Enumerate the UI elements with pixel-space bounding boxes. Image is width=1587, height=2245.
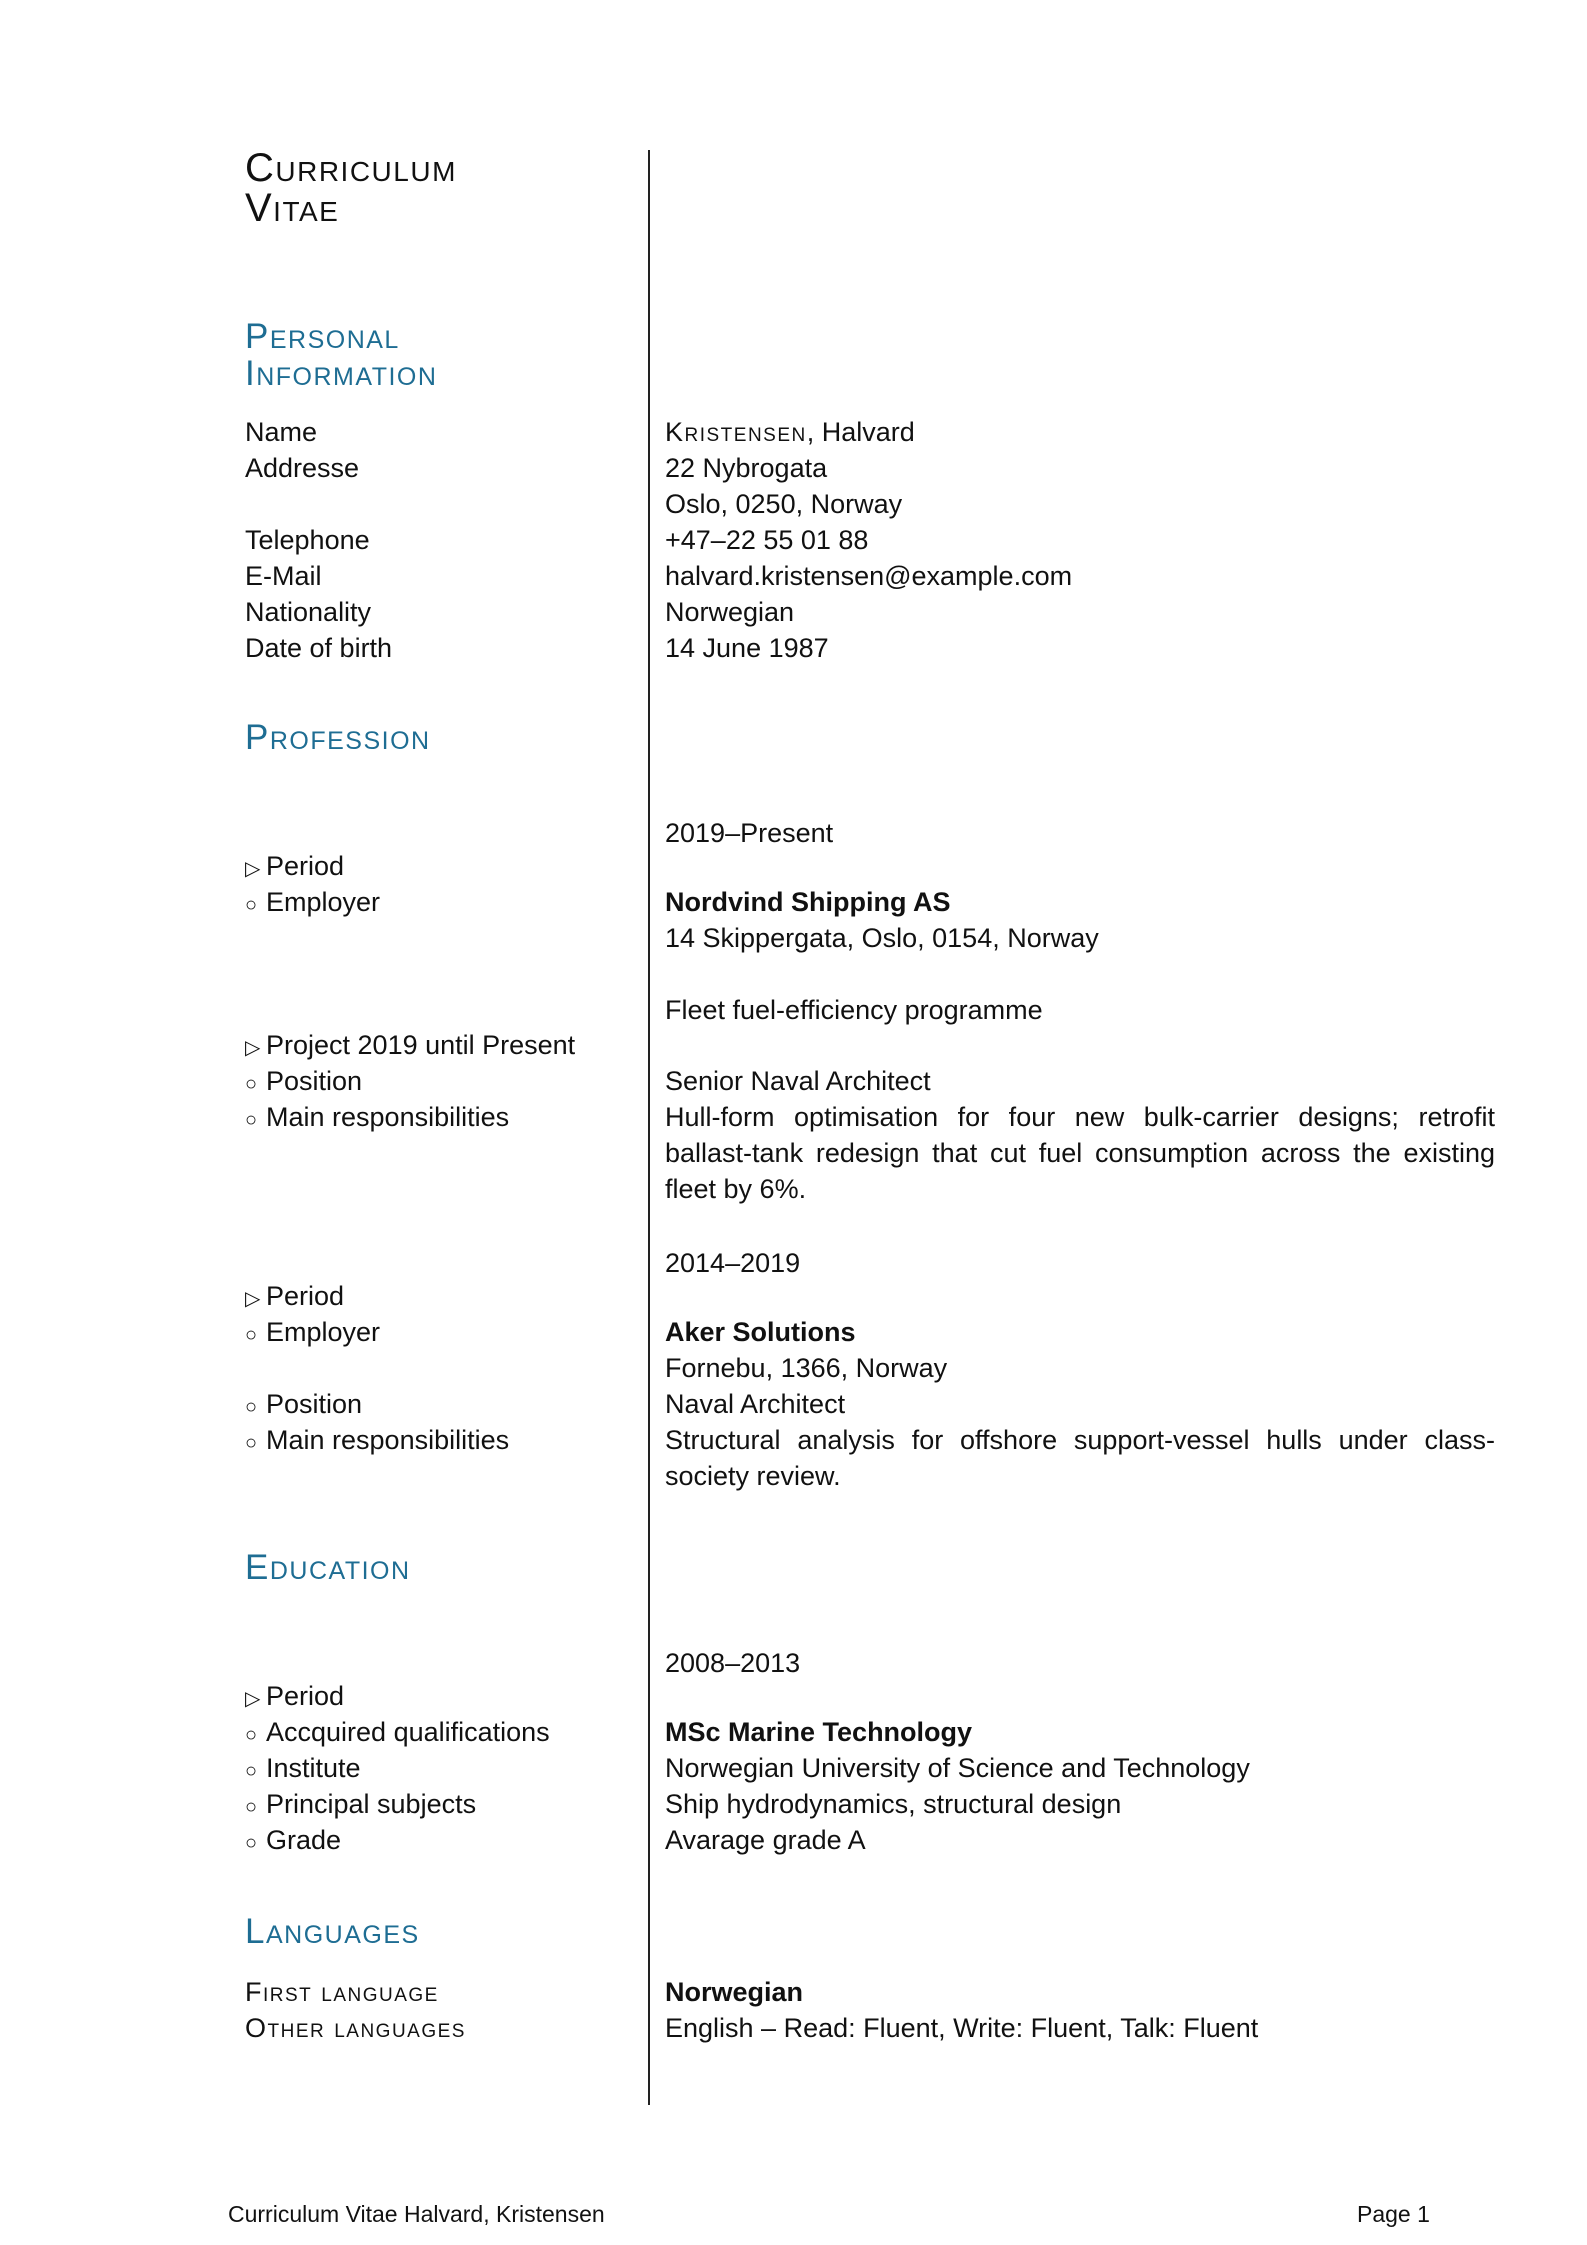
heading-line-1: Personal — [245, 317, 400, 356]
triangle-marker-icon: ▷ — [245, 858, 261, 880]
phone-label: Telephone — [245, 525, 370, 555]
edu-qualification: MSc Marine Technology — [665, 1717, 973, 1747]
first-language-value: Norwegian — [665, 1977, 804, 2007]
job1-resp-label: ○ Main responsibilities — [245, 1099, 509, 1138]
circle-marker-icon: ○ — [245, 1832, 258, 1854]
nationality-label: Nationality — [245, 597, 372, 627]
job1-period-value: 2019–Present — [665, 818, 834, 848]
circle-marker-icon: ○ — [245, 1324, 258, 1346]
email-label: E-Mail — [245, 561, 322, 591]
job1-position-label: ○ Position — [245, 1063, 362, 1102]
dob-value: 14 June 1987 — [665, 633, 829, 663]
job1-responsibilities: Hull-form optimisation for four new bulk-carrier designs; retrofit ballast-tank redesign that cut fuel consumption across the existing fleet by 6%. — [665, 1102, 1495, 1204]
section-heading-education: Education — [245, 1548, 411, 1587]
circle-marker-icon: ○ — [245, 894, 258, 916]
triangle-marker-icon: ▷ — [245, 1037, 261, 1059]
circle-marker-icon: ○ — [245, 1396, 258, 1418]
dob-label: Date of birth — [245, 633, 393, 663]
job1-period-label: ▷ Period — [245, 848, 344, 887]
job1-employer: Nordvind Shipping AS — [665, 887, 951, 917]
job2-period-value: 2014–2019 — [665, 1248, 801, 1278]
triangle-marker-icon: ▷ — [245, 1688, 261, 1710]
job2-employer-label: ○ Employer — [245, 1314, 380, 1353]
title-line-1: Curriculum — [245, 146, 457, 190]
job2-resp-label: ○ Main responsibilities — [245, 1422, 509, 1461]
address-label: Addresse — [245, 453, 360, 483]
section-heading-languages: Languages — [245, 1912, 420, 1951]
job1-position: Senior Naval Architect — [665, 1066, 931, 1096]
edu-institute: Norwegian University of Science and Technology — [665, 1753, 1250, 1783]
address-line-2: Oslo, 0250, Norway — [665, 489, 903, 519]
section-heading-personal — [245, 318, 437, 392]
name-value — [665, 414, 915, 450]
email-value: halvard.kristensen@example.com — [665, 561, 1073, 591]
circle-marker-icon: ○ — [245, 1109, 258, 1131]
circle-marker-icon: ○ — [245, 1796, 258, 1818]
address-line-1: 22 Nybrogata — [665, 453, 828, 483]
first-language-label: First language — [245, 1977, 439, 2007]
column-divider — [648, 150, 650, 2105]
circle-marker-icon: ○ — [245, 1073, 258, 1095]
job2-responsibilities: Structural analysis for offshore support-vessel hulls under class-society review. — [665, 1425, 1495, 1491]
job2-position: Naval Architect — [665, 1389, 846, 1419]
circle-marker-icon: ○ — [245, 1724, 258, 1746]
nationality-value: Norwegian — [665, 597, 795, 627]
other-languages-value: English – Read: Fluent, Write: Fluent, Talk: Fluent — [665, 2013, 1259, 2043]
job1-employer-label: ○ Employer — [245, 884, 380, 923]
job1-project-name: Fleet fuel-efficiency programme — [665, 995, 1043, 1025]
title-line-2: Vitae — [245, 186, 340, 230]
given-name: , Halvard — [806, 417, 915, 447]
triangle-marker-icon: ▷ — [245, 1288, 261, 1310]
job1-employer-address: 14 Skippergata, Oslo, 0154, Norway — [665, 923, 1099, 953]
surname: Kristensen — [665, 417, 807, 447]
document-title — [245, 148, 457, 228]
job2-position-label: ○ Position — [245, 1386, 362, 1425]
job2-employer-address: Fornebu, 1366, Norway — [665, 1353, 948, 1383]
circle-marker-icon: ○ — [245, 1760, 258, 1782]
job2-period-label: ▷ Period — [245, 1278, 344, 1317]
edu-grade: Avarage grade A — [665, 1825, 866, 1855]
footer-left: Curriculum Vitae Halvard, Kristensen — [228, 2201, 605, 2227]
circle-marker-icon: ○ — [245, 1432, 258, 1454]
edu-subjects-label: ○ Principal subjects — [245, 1786, 476, 1825]
edu-grade-label: ○ Grade — [245, 1822, 341, 1861]
section-heading-profession: Profession — [245, 718, 431, 757]
edu-subjects: Ship hydrodynamics, structural design — [665, 1789, 1122, 1819]
edu-qual-label: ○ Accquired qualifications — [245, 1714, 550, 1753]
job2-employer: Aker Solutions — [665, 1317, 856, 1347]
page-number: Page 1 — [1357, 2201, 1430, 2227]
heading-line-2: Information — [245, 354, 438, 393]
phone-value: +47–22 55 01 88 — [665, 525, 869, 555]
job1-project-label: ▷ Project 2019 until Present — [245, 1027, 575, 1066]
edu-institute-label: ○ Institute — [245, 1750, 361, 1789]
edu-period-label: ▷ Period — [245, 1678, 344, 1717]
edu-period-value: 2008–2013 — [665, 1648, 801, 1678]
other-languages-label: Other languages — [245, 2013, 466, 2043]
name-label: Name — [245, 417, 318, 447]
